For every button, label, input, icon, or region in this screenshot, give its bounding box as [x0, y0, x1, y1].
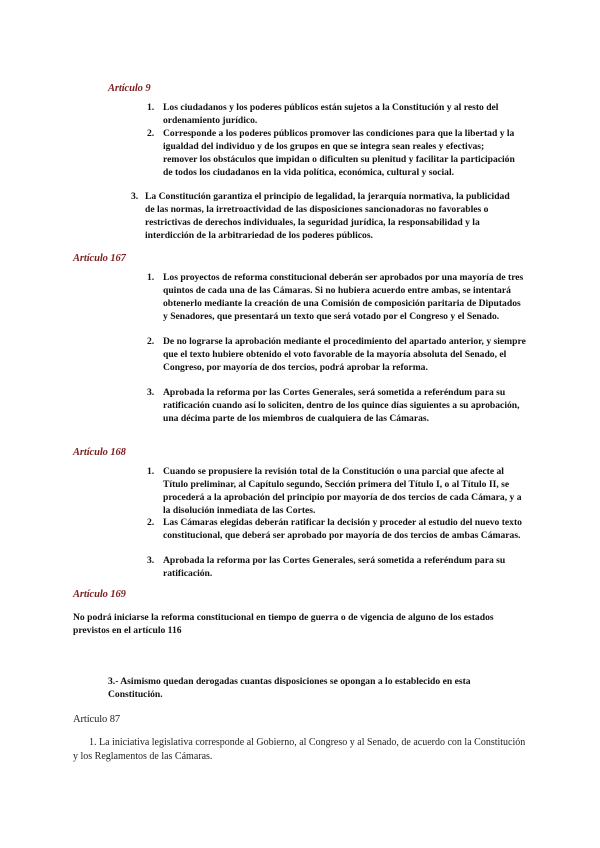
article-167-heading: Artículo 167 — [73, 253, 126, 264]
item-number: 1. — [147, 102, 155, 113]
article-167-item-1 — [147, 271, 527, 335]
article-9-list — [147, 101, 515, 179]
item-text: Cuando se propusiere la revisión total de la Constitución o una parcial que afecte al Título preliminar, al Capítulo segundo, Sección primera del Título I, o al Título II, se procederá a la aprobación del principio por mayoría de dos tercios de cada Cámara, y a la disolución inmediata de las Cortes. — [163, 466, 522, 517]
item-number: 1. — [147, 466, 155, 477]
item-number: 1. — [147, 272, 155, 283]
item-number: 3. — [147, 387, 155, 398]
article-9-heading: Artículo 9 — [108, 83, 151, 94]
article-87-text: 1. La iniciativa legislativa corresponde al Gobierno, al Congreso y al Senado, de acuerdo con la Constitución y los Reglamentos de las Cámaras. — [73, 737, 526, 762]
item-text: De no lograrse la aprobación mediante el procedimiento del apartado anterior, y siempre que el texto hubiere obtenido el voto favorable de la mayoría absoluta del Senado, el Congreso, por mayoría de dos tercios, podrá aprobar la reforma. — [163, 336, 526, 374]
article-9-item-1 — [147, 101, 515, 127]
item-number: 2. — [147, 336, 155, 347]
article-169-text: No podrá iniciarse la reforma constitucional en tiempo de guerra o de vigencia de alguno de los estados previstos en el artículo 116 — [73, 612, 494, 637]
item-number: 2. — [147, 128, 155, 139]
item-number: 3. — [131, 191, 139, 202]
item-text: Las Cámaras elegidas deberán ratificar la decisión y proceder al estudio del nuevo texto constitucional, que deberá ser aprobado por mayoría de dos tercios de ambas Cámaras. — [163, 517, 522, 542]
article-9-item-2 — [147, 127, 515, 179]
item-text: La Constitución garantiza el principio de legalidad, la jerarquía normativa, la publicidad de las normas, la irretroactividad de las disposiciones sancionadoras no favorables o restrictivas de derechos individuales, la seguridad jurídica, la responsabilidad y la interdicción de la arbitrariedad de los poderes públicos. — [145, 191, 510, 242]
item-text: Aprobada la reforma por las Cortes Generales, será sometida a referéndum para su ratificación cuando así lo soliciten, dentro de los quince días siguientes a su aprobación, una décima parte de los miembros de cualquiera de las Cámaras. — [163, 387, 520, 425]
item-text: Los ciudadanos y los poderes públicos están sujetos a la Constitución y al resto del ordenamiento jurídico. — [163, 102, 499, 127]
article-167-list — [147, 271, 527, 425]
item-number: 2. — [147, 517, 155, 528]
item-number: 3. — [147, 555, 155, 566]
item-text: Los proyectos de reforma constitucional deberán ser aprobados por una mayoría de tres quintos de cada una de las Cámaras. Si no hubiera acuerdo entre ambas, se intentará obtenerlo mediante la creación de una Comisión de composición paritaria de Diputados y Senadores, que presentará un texto que será votado por el Congreso y el Senado. — [163, 272, 524, 323]
item-text: Corresponde a los poderes públicos promover las condiciones para que la libertad y la igualdad del individuo y de los grupos en que se integra sean reales y efectivas; remover los obstáculos que impidan o dificulten su plenitud y facilitar la participación de todos los ciudadanos en la vida política, económica, cultural y social. — [163, 128, 515, 179]
article-87-heading: Artículo 87 — [73, 714, 121, 725]
article-9-item-3 — [131, 190, 521, 242]
article-168-item-2 — [147, 516, 527, 554]
article-168-heading: Artículo 168 — [73, 447, 126, 458]
article-168-list — [147, 465, 527, 580]
article-167-item-3 — [147, 386, 527, 425]
article-169-heading: Artículo 169 — [73, 589, 126, 600]
article-168-item-3 — [147, 554, 527, 580]
derogation-paragraph: 3.- Asimismo quedan derogadas cuantas disposiciones se opongan a lo establecido en esta Constitución. — [108, 676, 471, 701]
item-text: Aprobada la reforma por las Cortes Generales, será sometida a referéndum para su ratificación. — [163, 555, 506, 580]
article-167-item-2 — [147, 335, 527, 386]
article-168-item-1 — [147, 465, 527, 517]
